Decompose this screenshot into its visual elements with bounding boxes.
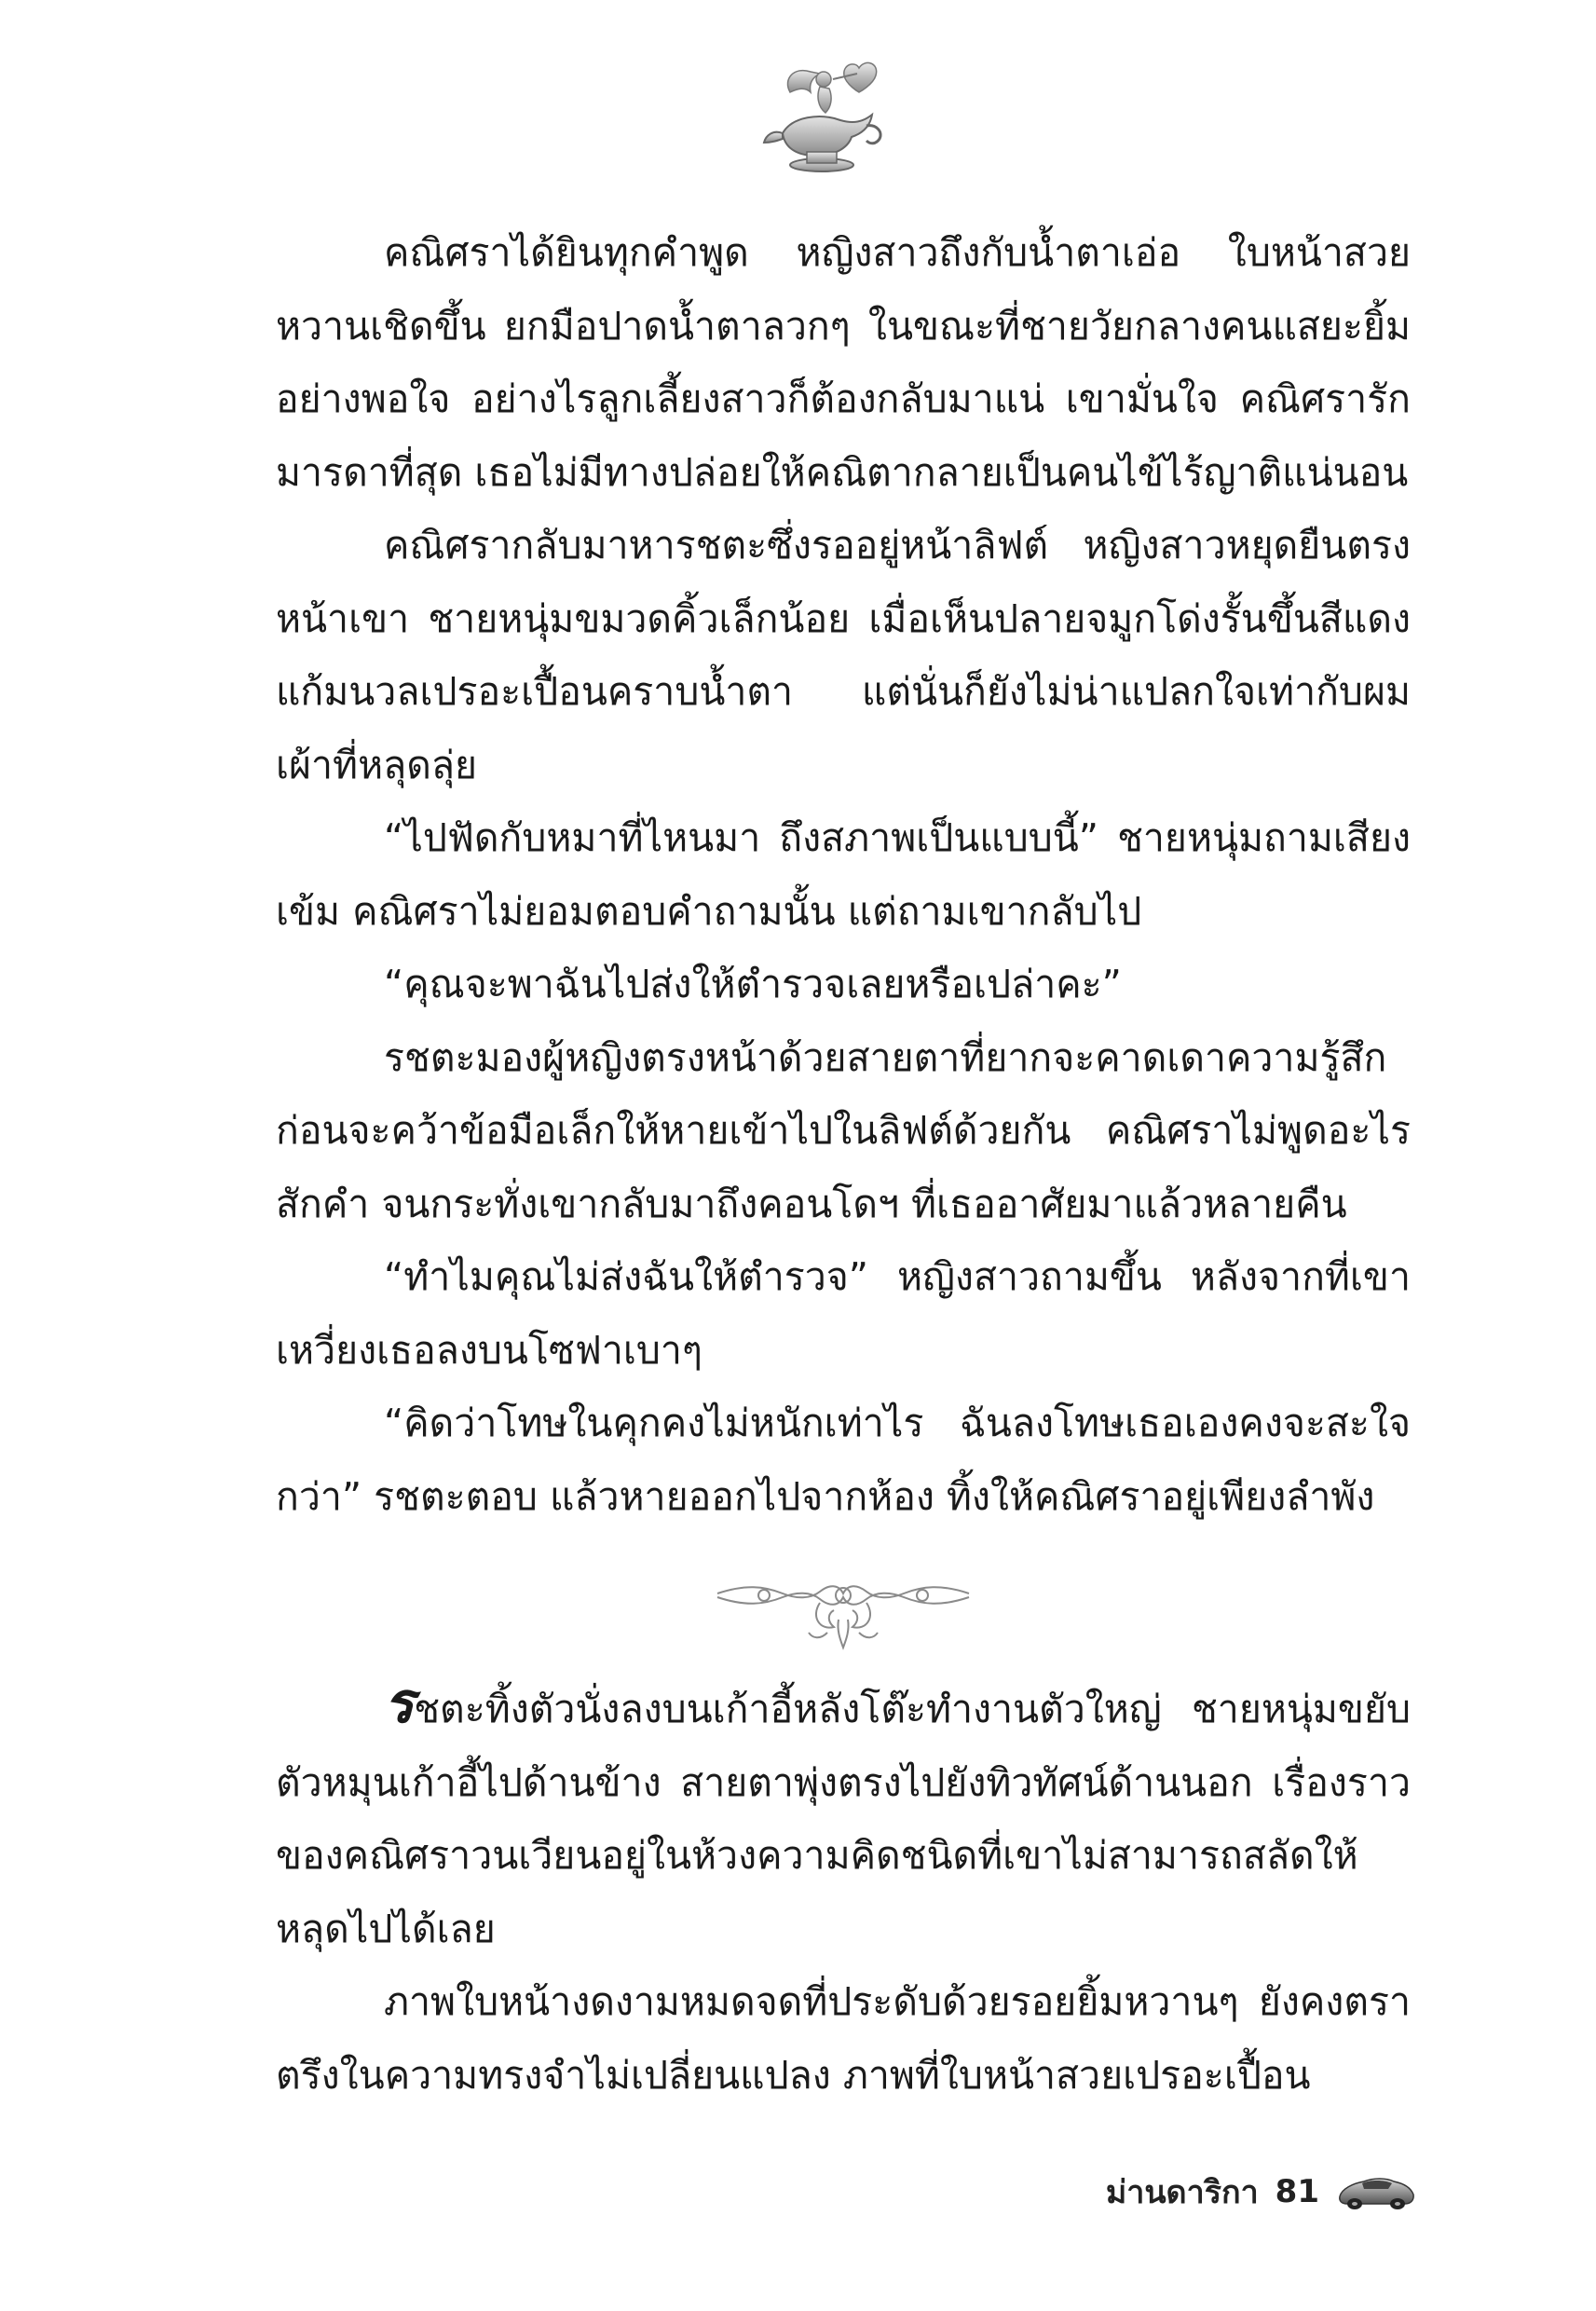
body-text-part-2: [276, 1673, 1411, 2112]
paragraph: “ไปฟัดกับหมาที่ไหนมา ถึงสภาพเป็นแบบนี้” ชายหนุ่มถามเสียงเข้ม คณิศราไม่ยอมตอบคำถามนั้น แต่ถามเขากลับไป: [276, 815, 1411, 934]
paragraph: คณิศราได้ยินทุกคำพูด หญิงสาวถึงกับน้ำตาเอ่อ ใบหน้าสวยหวานเชิดขึ้น ยกมือปาดน้ำตาลวกๆ ในขณะที่ชายวัยกลางคนแสยะยิ้มอย่างพอใจ อย่างไรลูกเลี้ยงสาวก็ต้องกลับมาแน่ เขามั่นใจ คณิศรารักมารดาที่สุด เธอไม่มีทางปล่อยให้คณิตากลายเป็นคนไข้ไร้ญาติแน่นอน: [276, 230, 1411, 495]
cupid-lamp-ornament-icon: [755, 51, 904, 182]
drop-cap: ร: [384, 1671, 415, 1736]
sports-car-icon: [1336, 2170, 1416, 2213]
paragraph-with-dropcap: [276, 1673, 1411, 1965]
body-text-part-1: [276, 216, 1411, 1533]
page-number: 81: [1275, 2173, 1319, 2210]
dropcap-paragraph-text: ชตะทิ้งตัวนั่งลงบนเก้าอี้หลังโต๊ะทำงานตัวใหญ่ ชายหนุ่มขยับตัวหมุนเก้าอี้ไปด้านข้าง สายตาพุ่งตรงไปยังทิวทัศน์ด้านนอก เรื่องราวของคณิศราวนเวียนอยู่ในห้วงความคิดชนิดที่เขาไม่สามารถสลัดให้หลุดไปได้เลย: [276, 1687, 1411, 1951]
scroll-ornament-icon: [708, 1566, 978, 1654]
paragraph: “คิดว่าโทษในคุกคงไม่หนักเท่าไร ฉันลงโทษเธอเองคงจะสะใจกว่า” รชตะตอบ แล้วหายออกไปจากห้อง ทิ้งให้คณิศราอยู่เพียงลำพัง: [276, 1401, 1411, 1519]
paragraph: รชตะมองผู้หญิงตรงหน้าด้วยสายตาที่ยากจะคาดเดาความรู้สึกก่อนจะคว้าข้อมือเล็กให้หายเข้าไปในลิฟต์ด้วยกัน คณิศราไม่พูดอะไรสักคำ จนกระทั่งเขากลับมาถึงคอนโดฯ ที่เธออาศัยมาแล้วหลายคืน: [276, 1034, 1411, 1226]
paragraph: ภาพใบหน้างดงามหมดจดที่ประดับด้วยรอยยิ้มหวานๆ ยังคงตราตรึงในความทรงจำไม่เปลี่ยนแปลง ภาพที่ใบหน้าสวยเปรอะเปื้อน: [276, 1979, 1411, 2098]
book-title: ม่านดาริกา: [1105, 2174, 1259, 2211]
paragraph: “คุณจะพาฉันไปส่งให้ตำรวจเลยหรือเปล่าคะ”: [384, 962, 1122, 1006]
paragraph: คณิศรากลับมาหารชตะซึ่งรออยู่หน้าลิฟต์ หญิงสาวหยุดยืนตรงหน้าเขา ชายหนุ่มขมวดคิ้วเล็กน้อย เมื่อเห็นปลายจมูกโด่งรั้นขึ้นสีแดง แก้มนวลเปรอะเปื้อนคราบน้ำตา แต่นั่นก็ยังไม่น่าแปลกใจเท่ากับผมเผ้าที่หลุดลุ่ย: [276, 523, 1411, 787]
paragraph: “ทำไมคุณไม่ส่งฉันให้ตำรวจ” หญิงสาวถามขึ้น หลังจากที่เขาเหวี่ยงเธอลงบนโซฟาเบาๆ: [276, 1254, 1411, 1373]
page-footer: [1062, 2164, 1416, 2220]
